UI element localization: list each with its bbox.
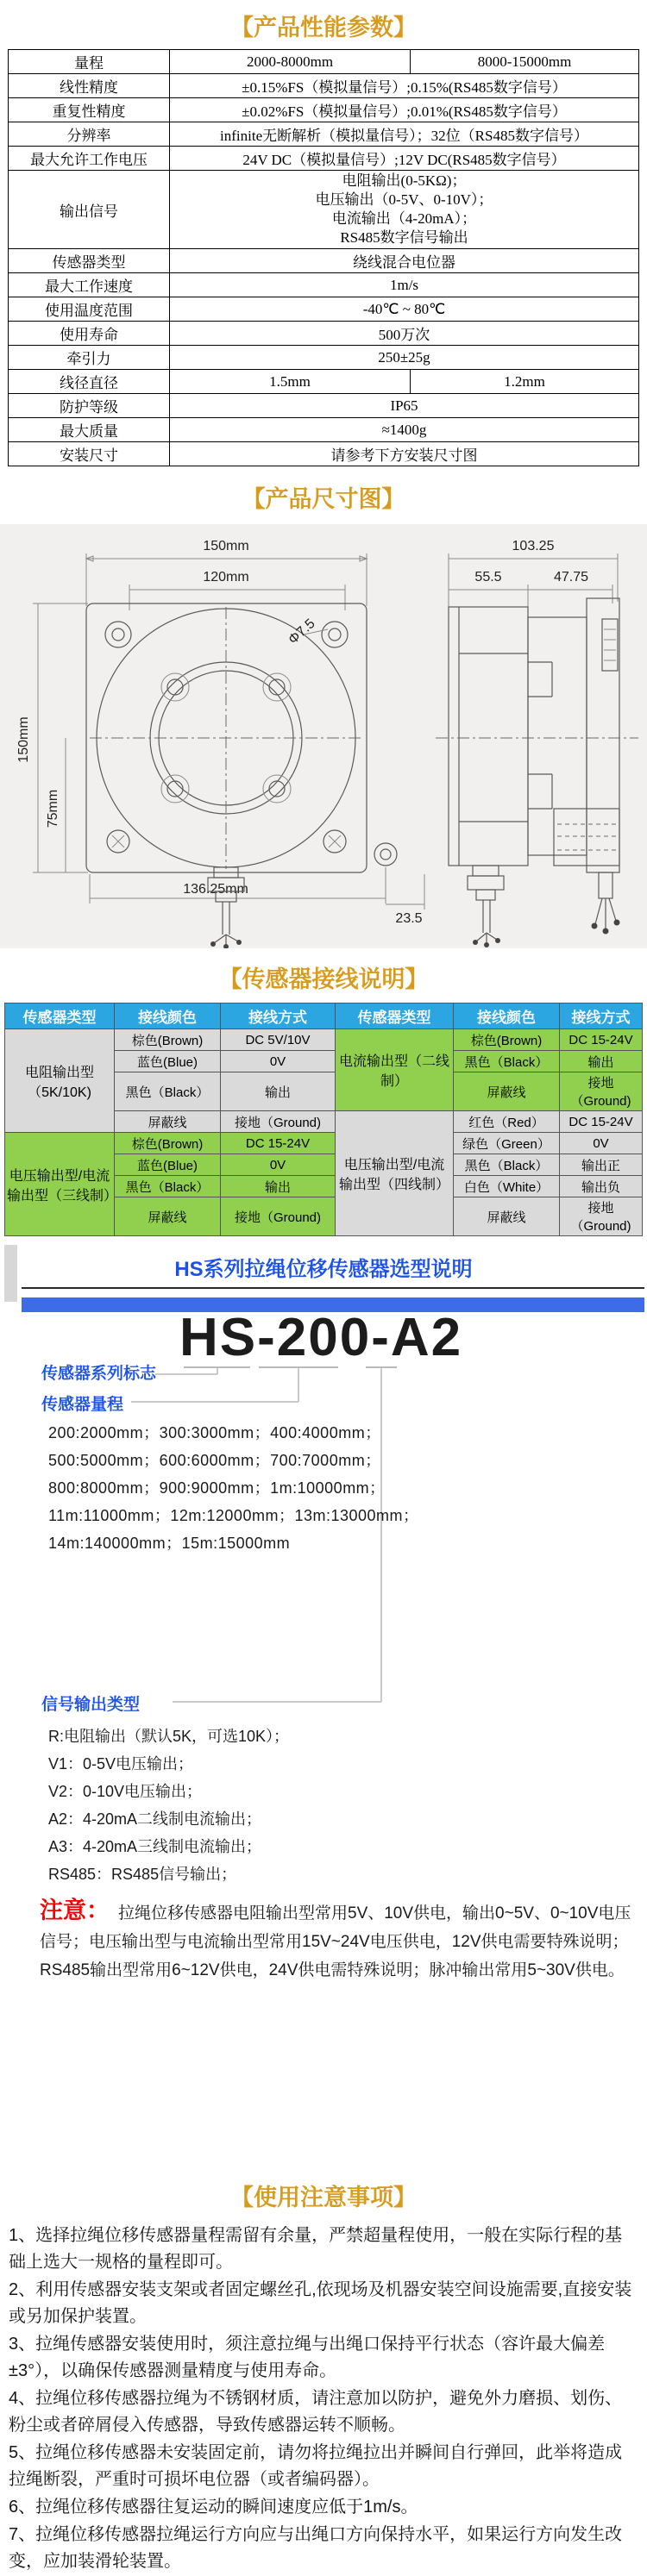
wiring-header: 接线方式 xyxy=(221,1004,336,1029)
wiring-mode-cell: 0V xyxy=(560,1133,643,1154)
output-line: V2：0-10V电压输出； xyxy=(48,1783,203,1800)
spec-value: 250±25g xyxy=(170,346,639,370)
wiring-mode-cell: 0V xyxy=(221,1154,336,1176)
usage-notes xyxy=(9,2223,638,2575)
spec-value: 500万次 xyxy=(170,322,639,346)
wiring-color-cell: 棕色(Brown) xyxy=(115,1133,221,1154)
spec-value: 1m/s xyxy=(170,273,639,297)
spec-label: 线性精度 xyxy=(9,74,170,98)
wiring-header: 传感器类型 xyxy=(5,1004,115,1029)
dim-top-width: 150mm xyxy=(203,539,249,553)
table-row xyxy=(9,50,639,74)
usage-note: 4、拉绳位移传感器拉绳为不锈钢材质，请注意加以防护，避免外力磨损、划伤、粉尘或者碎屑侵入传感器，导致传感器运转不顺畅。 xyxy=(9,2389,623,2435)
spec-value-line: 电流输出（4-20mA）； xyxy=(331,210,477,227)
output-line: A2：4-20mA二线制电流输出； xyxy=(48,1810,262,1828)
spec-label: 使用寿命 xyxy=(9,322,170,346)
table-row xyxy=(9,122,639,147)
wiring-type-cell: 电流输出型（二线制） xyxy=(336,1029,454,1111)
spec-label: 线径直径 xyxy=(9,370,170,394)
range-label: 传感器量程 xyxy=(41,1396,124,1414)
wiring-color-cell: 黑色（Black） xyxy=(454,1051,560,1072)
dimension-drawing-svg xyxy=(0,524,647,948)
wiring-table xyxy=(4,1003,643,1236)
spec-section-title: 【产品性能参数】 xyxy=(230,15,417,41)
range-line: 14m:140000mm；15m:15000mm xyxy=(48,1535,291,1552)
wiring-mode-cell: 输出 xyxy=(221,1176,336,1197)
table-row xyxy=(9,442,639,466)
dim-side-right: 47.75 xyxy=(553,570,589,585)
spec-label: 最大质量 xyxy=(9,418,170,442)
table-row xyxy=(9,297,639,322)
table-row xyxy=(9,322,639,346)
table-row xyxy=(9,273,639,297)
spec-label: 输出信号 xyxy=(9,171,170,249)
wiring-color-cell: 红色（Red） xyxy=(454,1111,560,1133)
dimension-drawing xyxy=(0,524,647,948)
table-row xyxy=(5,1029,643,1051)
range-line: 200:2000mm；300:3000mm；400:4000mm； xyxy=(48,1424,381,1441)
model-selection-header xyxy=(0,1248,647,1312)
model-selection-heading: HS系列拉绳位移传感器选型说明 xyxy=(174,1258,473,1281)
model-code: HS-200-A2 xyxy=(179,1308,463,1367)
output-line: V1：0-5V电压输出； xyxy=(48,1755,194,1773)
wiring-mode-cell: 接地（Ground) xyxy=(221,1197,336,1236)
dim-left-lower: 75mm xyxy=(46,789,60,828)
wiring-mode-cell: 输出 xyxy=(560,1051,643,1072)
wiring-section-title: 【传感器接线说明】 xyxy=(218,966,429,992)
spec-label: 防护等级 xyxy=(9,394,170,418)
wiring-color-cell: 蓝色(Blue) xyxy=(115,1051,221,1072)
usage-section-title: 【使用注意事项】 xyxy=(230,2185,417,2210)
table-row xyxy=(9,394,639,418)
wiring-color-cell: 棕色(Brown) xyxy=(115,1029,221,1051)
spec-value: -40℃ ~ 80℃ xyxy=(170,297,639,322)
wiring-mode-cell: 接地（Ground) xyxy=(560,1072,643,1111)
spec-value: 1.2mm xyxy=(411,370,639,394)
table-row xyxy=(9,370,639,394)
dim-inner-width: 120mm xyxy=(203,570,249,585)
table-row xyxy=(9,249,639,273)
wiring-mode-cell: DC 15-24V xyxy=(560,1029,643,1051)
dim-left-height: 150mm xyxy=(16,716,31,763)
wiring-color-cell: 白色（White） xyxy=(454,1176,560,1197)
wiring-header: 接线颜色 xyxy=(454,1004,560,1029)
table-row xyxy=(9,98,639,122)
output-line: R:电阻输出（默认5K，可选10K）； xyxy=(48,1728,290,1745)
notice-paragraph xyxy=(40,1897,642,1985)
spec-value: 1.5mm xyxy=(170,370,411,394)
table-row xyxy=(9,74,639,98)
dim-side-left: 55.5 xyxy=(474,570,502,585)
wiring-type-cell: 电压输出型/电流输出型（三线制） xyxy=(5,1133,115,1236)
wiring-header: 接线方式 xyxy=(560,1004,643,1029)
wiring-mode-cell: 接地（Ground) xyxy=(560,1197,643,1236)
wiring-color-cell: 屏蔽线 xyxy=(454,1072,560,1111)
spec-value-line: RS485数字信号输出 xyxy=(340,229,468,246)
spec-value: ≈1400g xyxy=(170,418,639,442)
wiring-mode-cell: DC 15-24V xyxy=(560,1111,643,1133)
dim-side-total: 103.25 xyxy=(512,539,555,553)
wiring-color-cell: 黑色（Black） xyxy=(454,1154,560,1176)
spec-table xyxy=(8,49,639,466)
wiring-mode-cell: 输出负 xyxy=(560,1176,643,1197)
usage-note: 2、利用传感器安装支架或者固定螺丝孔,依现场及机器安装空间设施需要,直接安装或另加保护装置。 xyxy=(9,2280,632,2326)
range-line: 500:5000mm；600:6000mm；700:7000mm； xyxy=(48,1452,381,1469)
dim-bottom-offset: 23.5 xyxy=(395,911,423,926)
spec-label: 安装尺寸 xyxy=(9,442,170,466)
spec-value: ±0.02%FS（模拟量信号）;0.01%(RS485数字信号） xyxy=(170,98,639,122)
table-row xyxy=(9,418,639,442)
page-edge-artifact xyxy=(4,1245,17,1302)
table-header-row xyxy=(5,1004,643,1029)
spec-value: ±0.15%FS（模拟量信号）;0.15%(RS485数字信号） xyxy=(170,74,639,98)
series-mark-label: 传感器系列标志 xyxy=(41,1365,157,1383)
spec-label: 使用温度范围 xyxy=(9,297,170,322)
wiring-header: 传感器类型 xyxy=(336,1004,454,1029)
wiring-type-cell: 电阻输出型（5K/10K) xyxy=(5,1029,115,1133)
wiring-color-cell: 屏蔽线 xyxy=(115,1111,221,1133)
range-line: 11m:11000mm；12m:12000mm；13m:13000mm； xyxy=(48,1507,419,1524)
table-row xyxy=(9,147,639,171)
spec-value xyxy=(170,171,639,249)
wiring-mode-cell: 输出正 xyxy=(560,1154,643,1176)
wiring-color-cell: 黑色（Black） xyxy=(115,1176,221,1197)
table-row xyxy=(9,171,639,249)
spec-value: 2000-8000mm xyxy=(170,50,411,74)
spec-value: infinite无断解析（模拟量信号）；32位（RS485数字信号） xyxy=(170,122,639,147)
usage-note: 5、拉绳位移传感器未安装固定前，请勿将拉绳拉出并瞬间自行弹回，此举将造成拉绳断裂，严重时可损坏电位器（或者编码器）。 xyxy=(9,2443,623,2489)
usage-note: 1、选择拉绳位移传感器量程需留有余量，严禁超量程使用，一般在实际行程的基础上选大一规格的量程即可。 xyxy=(9,2226,623,2272)
divider xyxy=(22,1287,644,1289)
spec-value: 24V DC（模拟量信号）;12V DC(RS485数字信号） xyxy=(170,147,639,171)
model-selection-body xyxy=(0,1308,647,2179)
spec-label: 最大工作速度 xyxy=(9,273,170,297)
spec-value: IP65 xyxy=(170,394,639,418)
output-line: RS485：RS485信号输出； xyxy=(48,1866,237,1883)
wiring-mode-cell: 输出 xyxy=(221,1072,336,1111)
wiring-color-cell: 棕色(Brown) xyxy=(454,1029,560,1051)
dim-bottom-width: 136.25mm xyxy=(183,882,248,897)
spec-label: 重复性精度 xyxy=(9,98,170,122)
wiring-color-cell: 黑色（Black） xyxy=(115,1072,221,1111)
spec-value: 请参考下方安装尺寸图 xyxy=(170,442,639,466)
output-line: A3：4-20mA三线制电流输出； xyxy=(48,1838,262,1855)
wiring-mode-cell: 接地（Ground) xyxy=(221,1111,336,1133)
wiring-mode-cell: DC 5V/10V xyxy=(221,1029,336,1051)
notice-text: 拉绳位移传感器电阻输出型常用5V、10V供电，输出0~5V、0~10V电压信号；电压输出型与电流输出型常用15V~24V电压供电，12V供电需要特殊说明；RS485输出型常用6~12V供电，24V供电需特殊说明；脉冲输出常用5~30V供电。 xyxy=(40,1904,631,1979)
table-row xyxy=(9,346,639,370)
spec-value: 绕线混合电位器 xyxy=(170,249,639,273)
wiring-mode-cell: 0V xyxy=(221,1051,336,1072)
spec-value-line: 电压输出（0-5V、0-10V）； xyxy=(315,191,493,208)
wiring-mode-cell: DC 15-24V xyxy=(221,1133,336,1154)
table-row xyxy=(5,1133,643,1154)
wiring-color-cell: 屏蔽线 xyxy=(115,1197,221,1236)
wiring-header: 接线颜色 xyxy=(115,1004,221,1029)
spec-value: 8000-15000mm xyxy=(411,50,639,74)
spec-label: 牵引力 xyxy=(9,346,170,370)
spec-label: 传感器类型 xyxy=(9,249,170,273)
usage-note: 6、拉绳位移传感器往复运动的瞬间速度应低于1m/s。 xyxy=(9,2498,418,2517)
wiring-color-cell: 蓝色(Blue) xyxy=(115,1154,221,1176)
wiring-type-cell: 电压输出型/电流输出型（四线制） xyxy=(336,1111,454,1236)
wiring-color-cell: 绿色（Green） xyxy=(454,1133,560,1154)
spec-label: 分辨率 xyxy=(9,122,170,147)
range-line: 800:8000mm；900:9000mm；1m:10000mm； xyxy=(48,1479,386,1497)
dim-hole-diameter: Φ7.5 xyxy=(286,616,318,647)
dimension-section-title: 【产品尺寸图】 xyxy=(242,486,405,512)
usage-note: 7、拉绳位移传感器拉绳运行方向应与出绳口方向保持水平，如果运行方向发生改变，应加装滑轮装置。 xyxy=(9,2525,623,2571)
wiring-color-cell: 屏蔽线 xyxy=(454,1197,560,1236)
output-type-label: 信号输出类型 xyxy=(41,1696,141,1714)
notice-label: 注意： xyxy=(40,1898,110,1923)
spec-value-line: 电阻输出(0-5KΩ)； xyxy=(342,172,467,189)
usage-note: 3、拉绳传感器安装使用时，须注意拉绳与出绳口保持平行状态（容许最大偏差±3°），以确保传感器测量精度与使用寿命。 xyxy=(9,2335,606,2380)
spec-label: 量程 xyxy=(9,50,170,74)
spec-label: 最大允许工作电压 xyxy=(9,147,170,171)
